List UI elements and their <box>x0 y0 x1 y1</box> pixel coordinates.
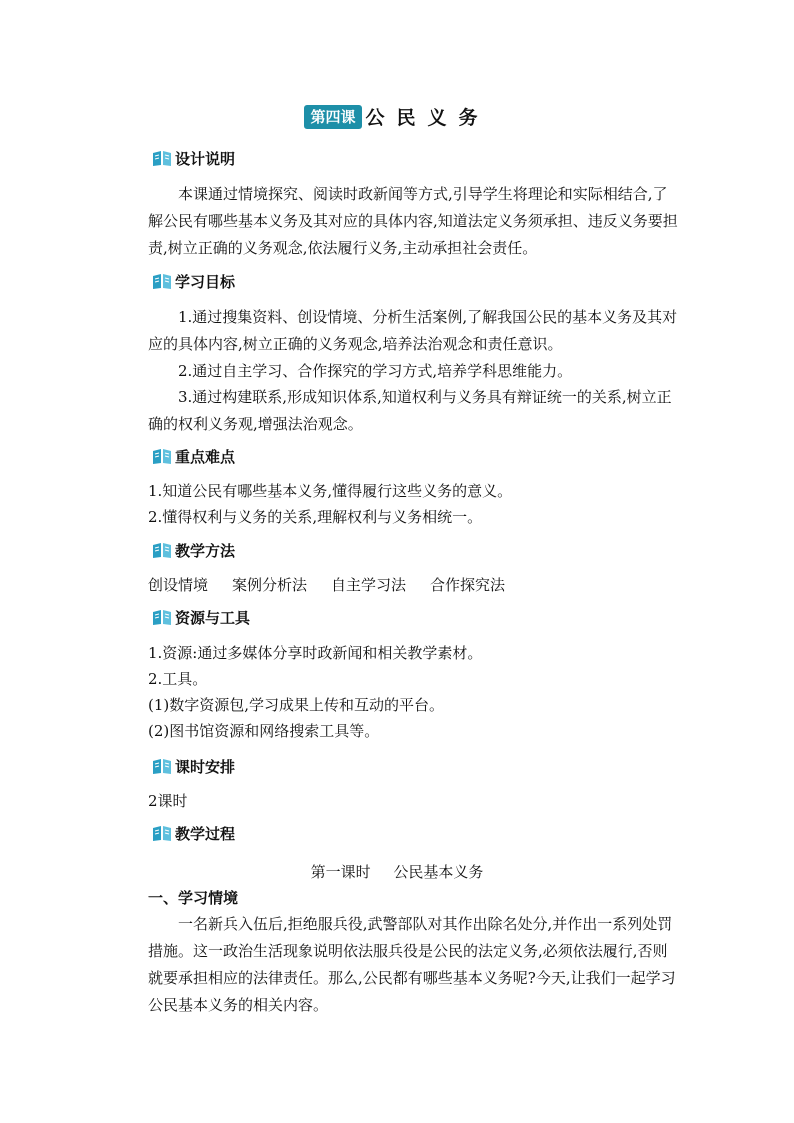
section-title: 教学过程 <box>175 825 236 843</box>
book-icon <box>152 542 172 559</box>
scenario-text: 一名新兵入伍后,拒绝服兵役,武警部队对其作出除名处分,并作出一系列处罚措施。这一政治生活现象说明依法服兵役是公民的法定义务,必须依法履行,否则就要承担相应的法律责任。那么,公民都有哪些基本义务呢?今天,让我们一起学习公民基本义务的相关内容。 <box>148 915 676 1014</box>
key-item: 2.懂得权利与义务的关系,理解权利与义务相统一。 <box>148 508 483 526</box>
section-goals-heading <box>152 271 235 292</box>
section-title: 课时安排 <box>175 758 236 776</box>
method-item: 合作探究法 <box>430 576 506 594</box>
lesson-title: 公民义务 <box>365 107 490 129</box>
book-icon <box>152 273 172 290</box>
lesson-badge: 第四课 <box>304 105 361 129</box>
section-key-heading <box>152 446 235 467</box>
section-title: 资源与工具 <box>175 609 251 627</box>
period-subtitle <box>0 860 794 884</box>
section-methods-heading <box>152 540 235 561</box>
book-icon <box>152 825 172 842</box>
section-resources-heading <box>152 607 250 628</box>
resource-item: 1.资源:通过多媒体分享时政新闻和相关教学素材。 <box>148 644 483 662</box>
resource-item: (1)数字资源包,学习成果上传和互动的平台。 <box>148 696 445 714</box>
section-design-heading <box>152 148 235 169</box>
methods-list <box>148 573 505 597</box>
goal-item: 3.通过构建联系,形成知识体系,知道权利与义务具有辩证统一的关系,树立正确的权利义务观,增强法治观念。 <box>148 388 672 433</box>
book-icon <box>152 150 172 167</box>
method-item: 案例分析法 <box>232 576 308 594</box>
section-process-heading <box>152 823 235 844</box>
lesson-header <box>0 103 794 130</box>
section-title: 重点难点 <box>175 448 236 466</box>
book-icon <box>152 448 172 465</box>
subsection-heading: 一、学习情境 <box>148 889 239 907</box>
resource-item: (2)图书馆资源和网络搜索工具等。 <box>148 722 380 740</box>
method-item: 创设情境 <box>148 576 209 594</box>
section-title: 学习目标 <box>175 273 236 291</box>
hours-text: 2课时 <box>148 792 188 810</box>
period-topic: 公民基本义务 <box>393 863 484 881</box>
book-icon <box>152 758 172 775</box>
period-label: 第一课时 <box>310 863 371 881</box>
section-hours-heading <box>152 756 235 777</box>
section-title: 设计说明 <box>175 150 236 168</box>
section-title: 教学方法 <box>175 542 236 560</box>
resource-item: 2.工具。 <box>148 670 208 688</box>
key-item: 1.知道公民有哪些基本义务,懂得履行这些义务的意义。 <box>148 482 513 500</box>
book-icon <box>152 609 172 626</box>
design-text: 本课通过情境探究、阅读时政新闻等方式,引导学生将理论和实际相结合,了解公民有哪些基本义务及其对应的具体内容,知道法定义务须承担、违反义务要担责,树立正确的义务观念,依法履行义务,主动承担社会责任。 <box>148 185 678 257</box>
method-item: 自主学习法 <box>331 576 407 594</box>
goal-item: 2.通过自主学习、合作探究的学习方式,培养学科思维能力。 <box>178 362 573 380</box>
goal-item: 1.通过搜集资料、创设情境、分析生活案例,了解我国公民的基本义务及其对应的具体内容,树立正确的义务观念,培养法治观念和责任意识。 <box>148 308 678 353</box>
